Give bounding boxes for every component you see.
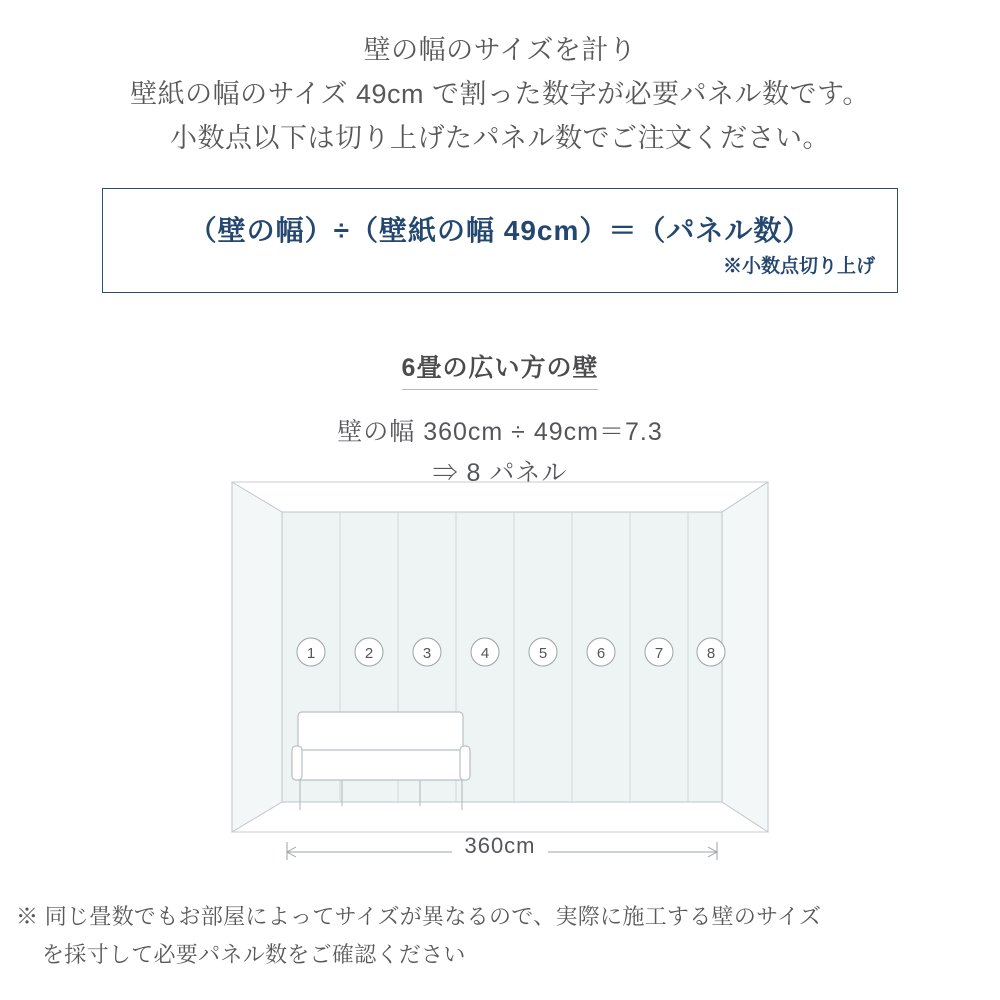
footnote-line-1: ※ 同じ畳数でもお部屋によってサイズが異なるので、実際に施工する壁のサイズ (16, 904, 822, 929)
section-title-text: 6畳の広い方の壁 (402, 348, 599, 390)
formula-equation: （壁の幅）÷（壁紙の幅 49cm）＝（パネル数） (188, 215, 812, 246)
panel-number-4: 4 (480, 645, 490, 662)
panel-number-2: 2 (364, 645, 374, 662)
panel-number-1: 1 (306, 645, 316, 662)
dimension-label (0, 833, 1000, 859)
intro-text (0, 28, 1000, 160)
panel-number-8: 8 (706, 645, 716, 662)
intro-line-3: 小数点以下は切り上げたパネル数でご注文ください。 (170, 123, 830, 153)
left-side-wall (232, 482, 282, 832)
room-illustration (230, 480, 770, 860)
calc-line-1: 壁の幅 360cm ÷ 49cm＝7.3 (337, 418, 663, 446)
panel-number-3: 3 (422, 645, 432, 662)
footnote-line-2: を採寸して必要パネル数をご確認ください (42, 942, 466, 967)
dimension-label-text: 360cm (452, 833, 547, 858)
calc-line-2: ⇒ 8 パネル (432, 459, 568, 487)
formula-note: ※小数点切り上げ (722, 256, 875, 277)
right-side-wall (722, 482, 768, 832)
panel-number-5: 5 (538, 645, 548, 662)
panel-number-6: 6 (596, 645, 606, 662)
intro-line-2: 壁紙の幅のサイズ 49cm で割った数字が必要パネル数です。 (130, 79, 870, 109)
footnote (16, 898, 986, 974)
formula-box (102, 188, 898, 293)
section-title (0, 348, 1000, 390)
intro-line-1: 壁の幅のサイズを計り (363, 35, 637, 65)
panel-number-7: 7 (654, 645, 664, 662)
